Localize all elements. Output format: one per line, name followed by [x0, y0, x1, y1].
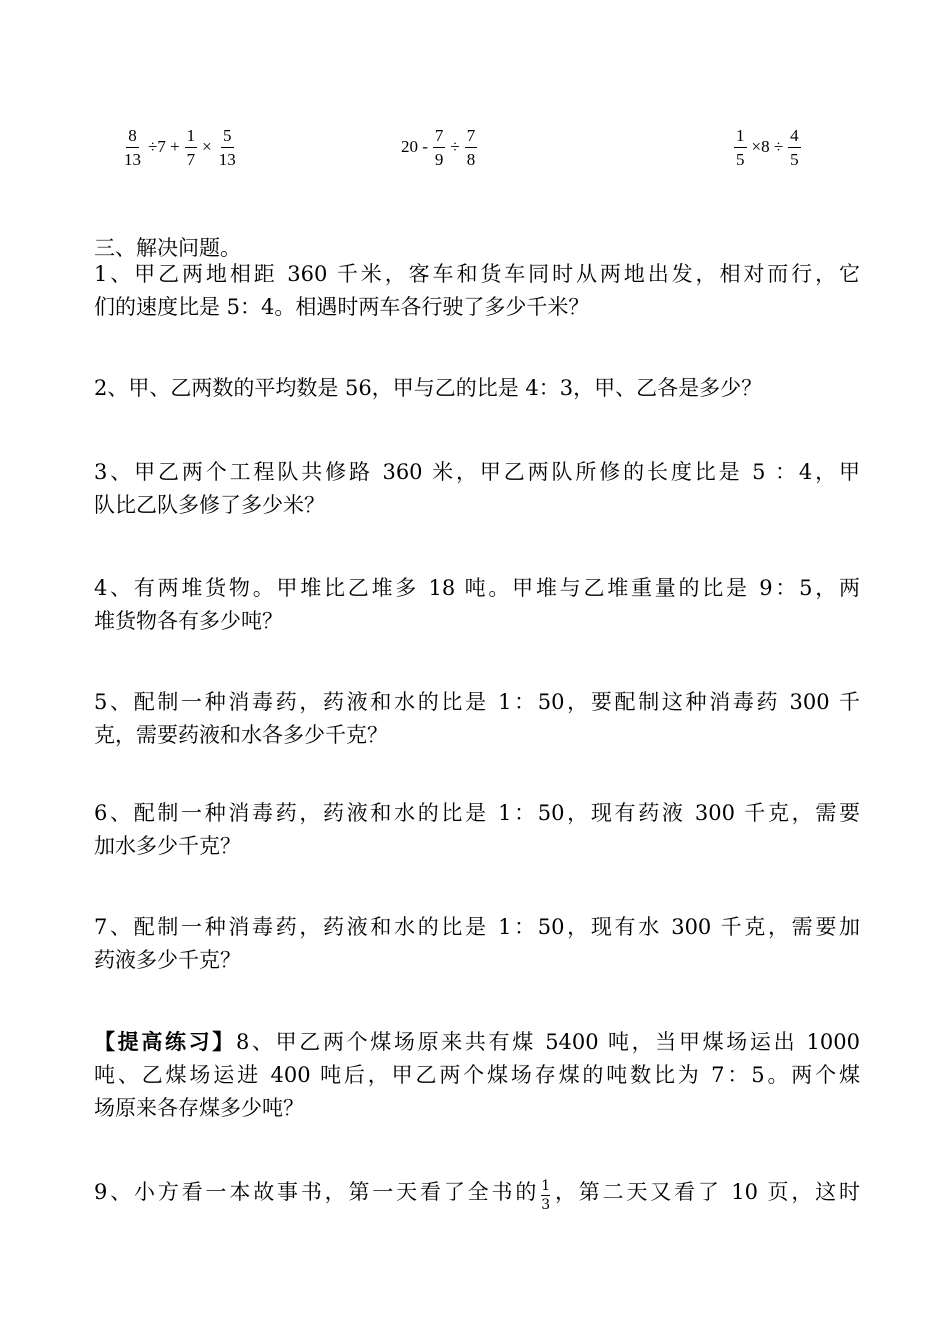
fraction: $\frac{5}{13}$ — [218, 125, 236, 169]
fraction: $\frac{1}{3}$ — [541, 1178, 551, 1213]
formula-3 — [732, 122, 803, 172]
fraction: $\frac{7}{8}$ — [466, 125, 476, 169]
operator: ÷ — [450, 137, 460, 156]
fraction: $\frac{1}{5}$ — [736, 125, 745, 169]
problem-9: 9、小方看一本故事书，第一天看了全书的 $\frac{1}{3}$ ，第二天又看了 10 页，这时 — [94, 1178, 861, 1213]
fraction: $\frac{7}{9}$ — [434, 125, 444, 169]
fraction: $\frac{4}{5}$ — [790, 125, 799, 169]
problem-4: 4、有两堆货物。甲堆比乙堆多 18 吨。甲堆与乙堆重量的比是 9：5，两 堆货物各有多少吨？ — [94, 576, 860, 633]
problem-8: 【提高练习】8、甲乙两个煤场原来共有煤 5400 吨，当甲煤场运出 1000 吨、乙煤场运进 400 吨后，甲乙两个煤场存煤的吨数比为 7：5。两个煤 场原来各存煤多少吨？ — [94, 1029, 860, 1120]
problem-6: 6、配制一种消毒药，药液和水的比是 1：50，现有药液 300 千克，需要 加水多少千克？ — [94, 801, 860, 858]
problem-2: 2、甲、乙两数的平均数是 56，甲与乙的比是 4：3，甲、乙各是多少？ — [94, 376, 763, 400]
formula-1 — [120, 122, 240, 172]
advanced-practice-tag: 【提高练习】 — [94, 1029, 236, 1054]
fraction: $\frac{8}{13}$ — [124, 125, 141, 169]
operator: 20 - — [401, 137, 428, 156]
operator: × — [202, 137, 212, 156]
problem-3: 3、甲乙两个工程队共修路 360 米，甲乙两队所修的长度比是 5 ：4，甲 队比乙队多修了多少米？ — [94, 460, 860, 517]
operator: ×8 ÷ — [751, 137, 784, 156]
section-title: 三、解决问题。 — [94, 236, 241, 260]
problem-7: 7、配制一种消毒药，药液和水的比是 1：50，现有水 300 千克，需要加 药液多少千克？ — [94, 915, 860, 972]
operator: ÷7 + — [148, 137, 180, 156]
formula-2 — [398, 122, 479, 172]
problem-1: 1、甲乙两地相距 360 千米，客车和货车同时从两地出发，相对而行，它 们的速度比是 5：4。相遇时两车各行驶了多少千米？ — [94, 262, 860, 319]
problem-5: 5、配制一种消毒药，药液和水的比是 1：50，要配制这种消毒药 300 千 克，需要药液和水各多少千克？ — [94, 690, 860, 747]
fraction: $\frac{1}{7}$ — [186, 125, 196, 169]
